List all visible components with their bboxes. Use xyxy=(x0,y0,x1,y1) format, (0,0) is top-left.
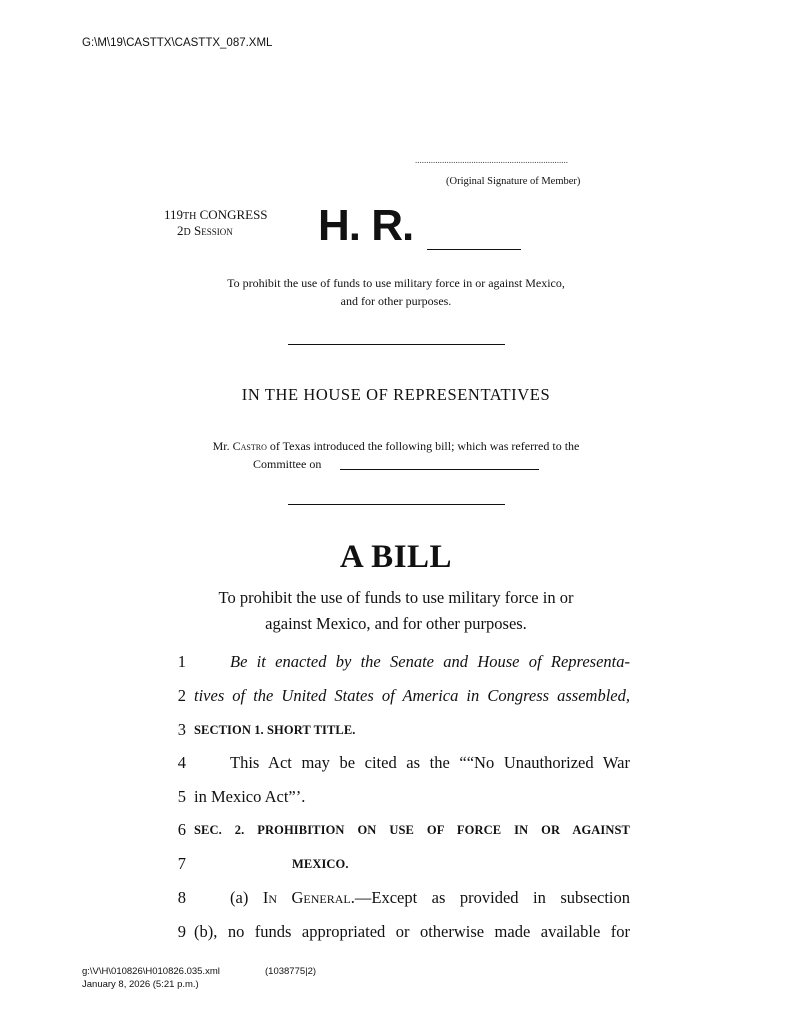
line-number: 7 xyxy=(177,854,186,873)
signature-caption: (Original Signature of Member) xyxy=(446,176,581,187)
section-1-heading: SECTION 1. SHORT TITLE. xyxy=(194,723,356,737)
subsection-a-line-1: (a) In General.—Except as provided in subsection xyxy=(230,888,631,907)
bill-heading: A BILL xyxy=(339,539,453,575)
short-description-line-1: To prohibit the use of funds to use military force in or against Mexico, xyxy=(227,276,565,290)
footer-date: January 8, 2026 (5:21 p.m.) xyxy=(82,979,199,990)
long-title-line-2: against Mexico, and for other purposes. xyxy=(265,614,527,633)
enacting-clause-line-1: Be it enacted by the Senate and House of Representa- xyxy=(230,652,630,671)
file-path-header: G:\M\19\CASTTX\CASTTX_087.XML xyxy=(82,37,273,49)
line-number: 3 xyxy=(177,720,186,739)
line-number: 1 xyxy=(177,652,186,671)
bill-number-label: H. R. xyxy=(318,201,414,250)
short-description-line-2: and for other purposes. xyxy=(340,294,452,308)
line-number: 8 xyxy=(177,888,186,907)
member-name: Castro xyxy=(232,439,267,453)
divider xyxy=(288,504,505,505)
line-number: 5 xyxy=(177,787,186,806)
introduction-line-2: Committee on xyxy=(253,457,322,471)
section-2-heading-line-2: MEXICO. xyxy=(292,857,349,871)
line-number: 2 xyxy=(177,686,186,705)
session-label: 2D Session xyxy=(177,223,233,238)
line-number: 6 xyxy=(177,820,186,839)
line-number: 4 xyxy=(177,753,186,772)
section-2-heading-line-1: SEC. 2. PROHIBITION ON USE OF FORCE IN OR AGAINST xyxy=(194,823,630,837)
footer-id: (1038775|2) xyxy=(265,966,317,977)
chamber-heading: IN THE HOUSE OF REPRESENTATIVES xyxy=(241,385,551,404)
introduction-line-1: Mr. Castro of Texas introduced the following bill; which was referred to the xyxy=(212,439,580,453)
divider xyxy=(288,344,505,345)
enacting-clause-line-2: tives of the United States of America in Congress assembled, xyxy=(194,686,630,705)
footer-path: g:\V\H\010826\H010826.035.xml xyxy=(82,966,220,977)
bill-number-blank xyxy=(427,249,521,250)
long-title-line-1: To prohibit the use of funds to use military force in or xyxy=(218,588,574,607)
committee-blank xyxy=(340,469,539,470)
congress-label: 119TH CONGRESS xyxy=(164,207,268,222)
signature-dotted-line: .................................................................... xyxy=(415,155,568,165)
subsection-a-line-2: (b), no funds appropriated or otherwise made available for xyxy=(194,922,630,941)
short-title-line-2: in Mexico Act”’. xyxy=(194,787,306,806)
short-title-line-1: This Act may be cited as the ““No Unauthorized War xyxy=(230,753,630,772)
line-number: 9 xyxy=(177,922,186,941)
